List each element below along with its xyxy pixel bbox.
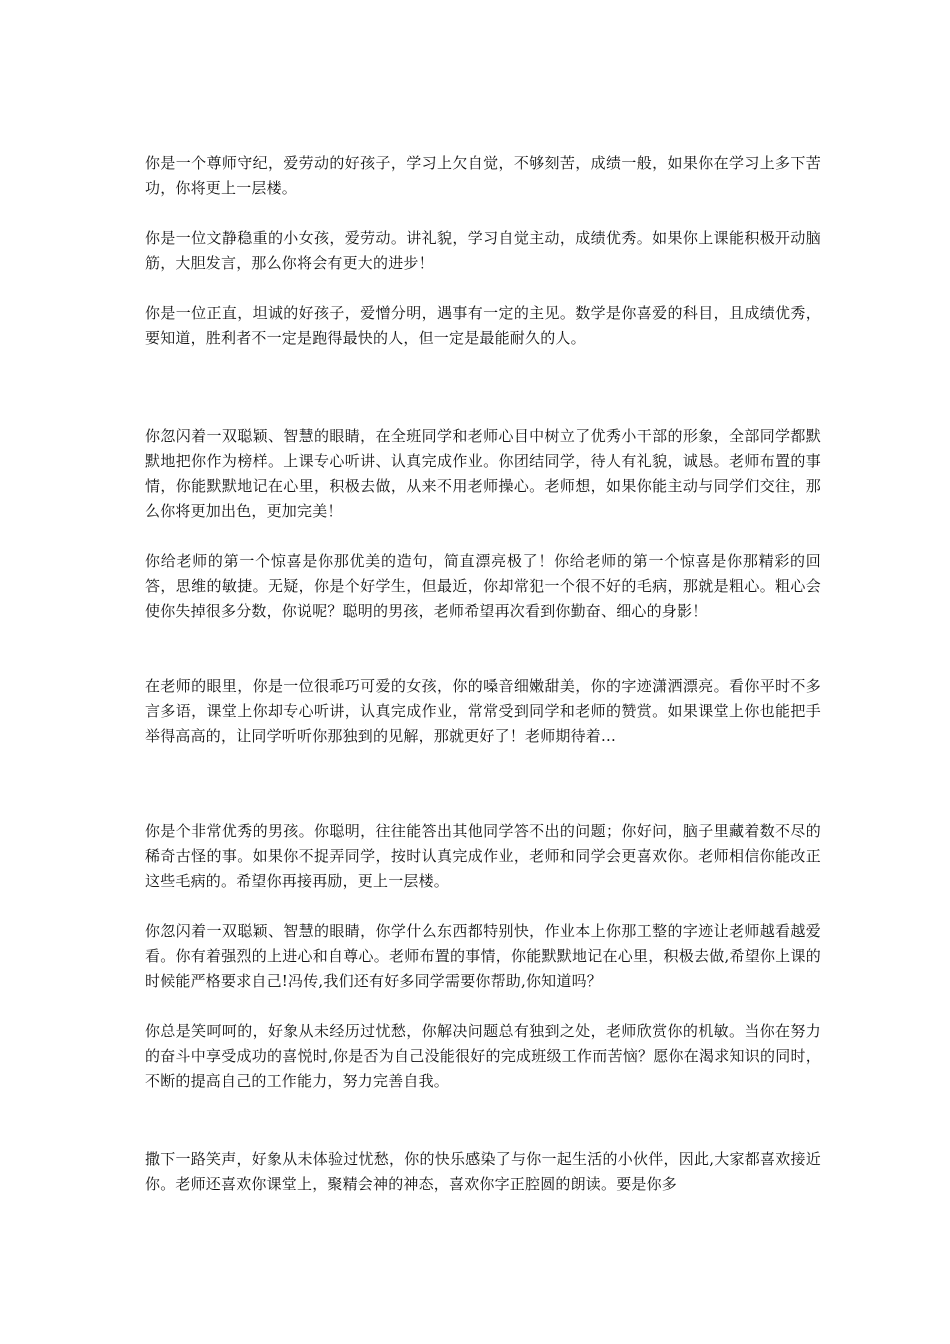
paragraph-6: 在老师的眼里，你是一位很乖巧可爱的女孩，你的嗓音细嫩甜美，你的字迹潇洒漂亮。看你平时不多言多语，课堂上你却专心听讲，认真完成作业，常常受到同学和老师的赞赏。如果课堂上你也能把手举得高高的，让同学听听你那独到的见解，那就更好了！老师期待着... [145,677,821,745]
paragraph-7: 你是个非常优秀的男孩。你聪明，往往能答出其他同学答不出的问题；你好问，脑子里藏着数不尽的稀奇古怪的事。如果你不捉弄同学，按时认真完成作业，老师和同学会更喜欢你。老师相信你能改正这些毛病的。希望你再接再励，更上一层楼。 [145,822,821,890]
paragraph-1: 你是一个尊师守纪，爱劳动的好孩子，学习上欠自觉，不够刻苦，成绩一般，如果你在学习上多下苦功，你将更上一层楼。 [145,154,821,197]
paragraph-10: 撒下一路笑声，好象从未体验过忧愁，你的快乐感染了与你一起生活的小伙伴，因此,大家都喜欢接近你。老师还喜欢你课堂上，聚精会神的神态，喜欢你字正腔圆的朗读。要是你多 [145,1150,821,1193]
paragraph-2: 你是一位文静稳重的小女孩，爱劳动。讲礼貌，学习自觉主动，成绩优秀。如果你上课能积极开动脑筋，大胆发言，那么你将会有更大的进步！ [145,229,821,272]
paragraph-3: 你是一位正直，坦诚的好孩子，爱憎分明，遇事有一定的主见。数学是你喜爱的科目，且成绩优秀，要知道，胜利者不一定是跑得最快的人，但一定是最能耐久的人。 [145,304,821,347]
paragraph-9: 你总是笑呵呵的，好象从未经历过忧愁，你解决问题总有独到之处，老师欣赏你的机敏。当你在努力的奋斗中享受成功的喜悦时,你是否为自己没能很好的完成班级工作而苦恼？愿你在渴求知识的同时，不断的提高自己的工作能力，努力完善自我。 [145,1022,821,1090]
paragraph-8: 你忽闪着一双聪颖、智慧的眼睛，你学什么东西都特别快，作业本上你那工整的字迹让老师越看越爱看。你有着强烈的上进心和自尊心。老师布置的事情，你能默默地记在心里，积极去做,希望你上课的时候能严格要求自己!冯传,我们还有好多同学需要你帮助,你知道吗？ [145,922,821,990]
paragraph-4: 你忽闪着一双聪颖、智慧的眼睛，在全班同学和老师心目中树立了优秀小干部的形象，全部同学都默默地把你作为榜样。上课专心听讲、认真完成作业。你团结同学，待人有礼貌，诚恳。老师布置的事情，你能默默地记在心里，积极去做，从来不用老师操心。老师想，如果你能主动与同学们交往，那么你将更加出色，更加完美！ [145,427,821,520]
paragraph-5: 你给老师的第一个惊喜是你那优美的造句，简直漂亮极了！你给老师的第一个惊喜是你那精彩的回答，思维的敏捷。无疑，你是个好学生，但最近，你却常犯一个很不好的毛病，那就是粗心。粗心会使你失掉很多分数，你说呢？聪明的男孩，老师希望再次看到你勤奋、细心的身影！ [145,552,821,620]
